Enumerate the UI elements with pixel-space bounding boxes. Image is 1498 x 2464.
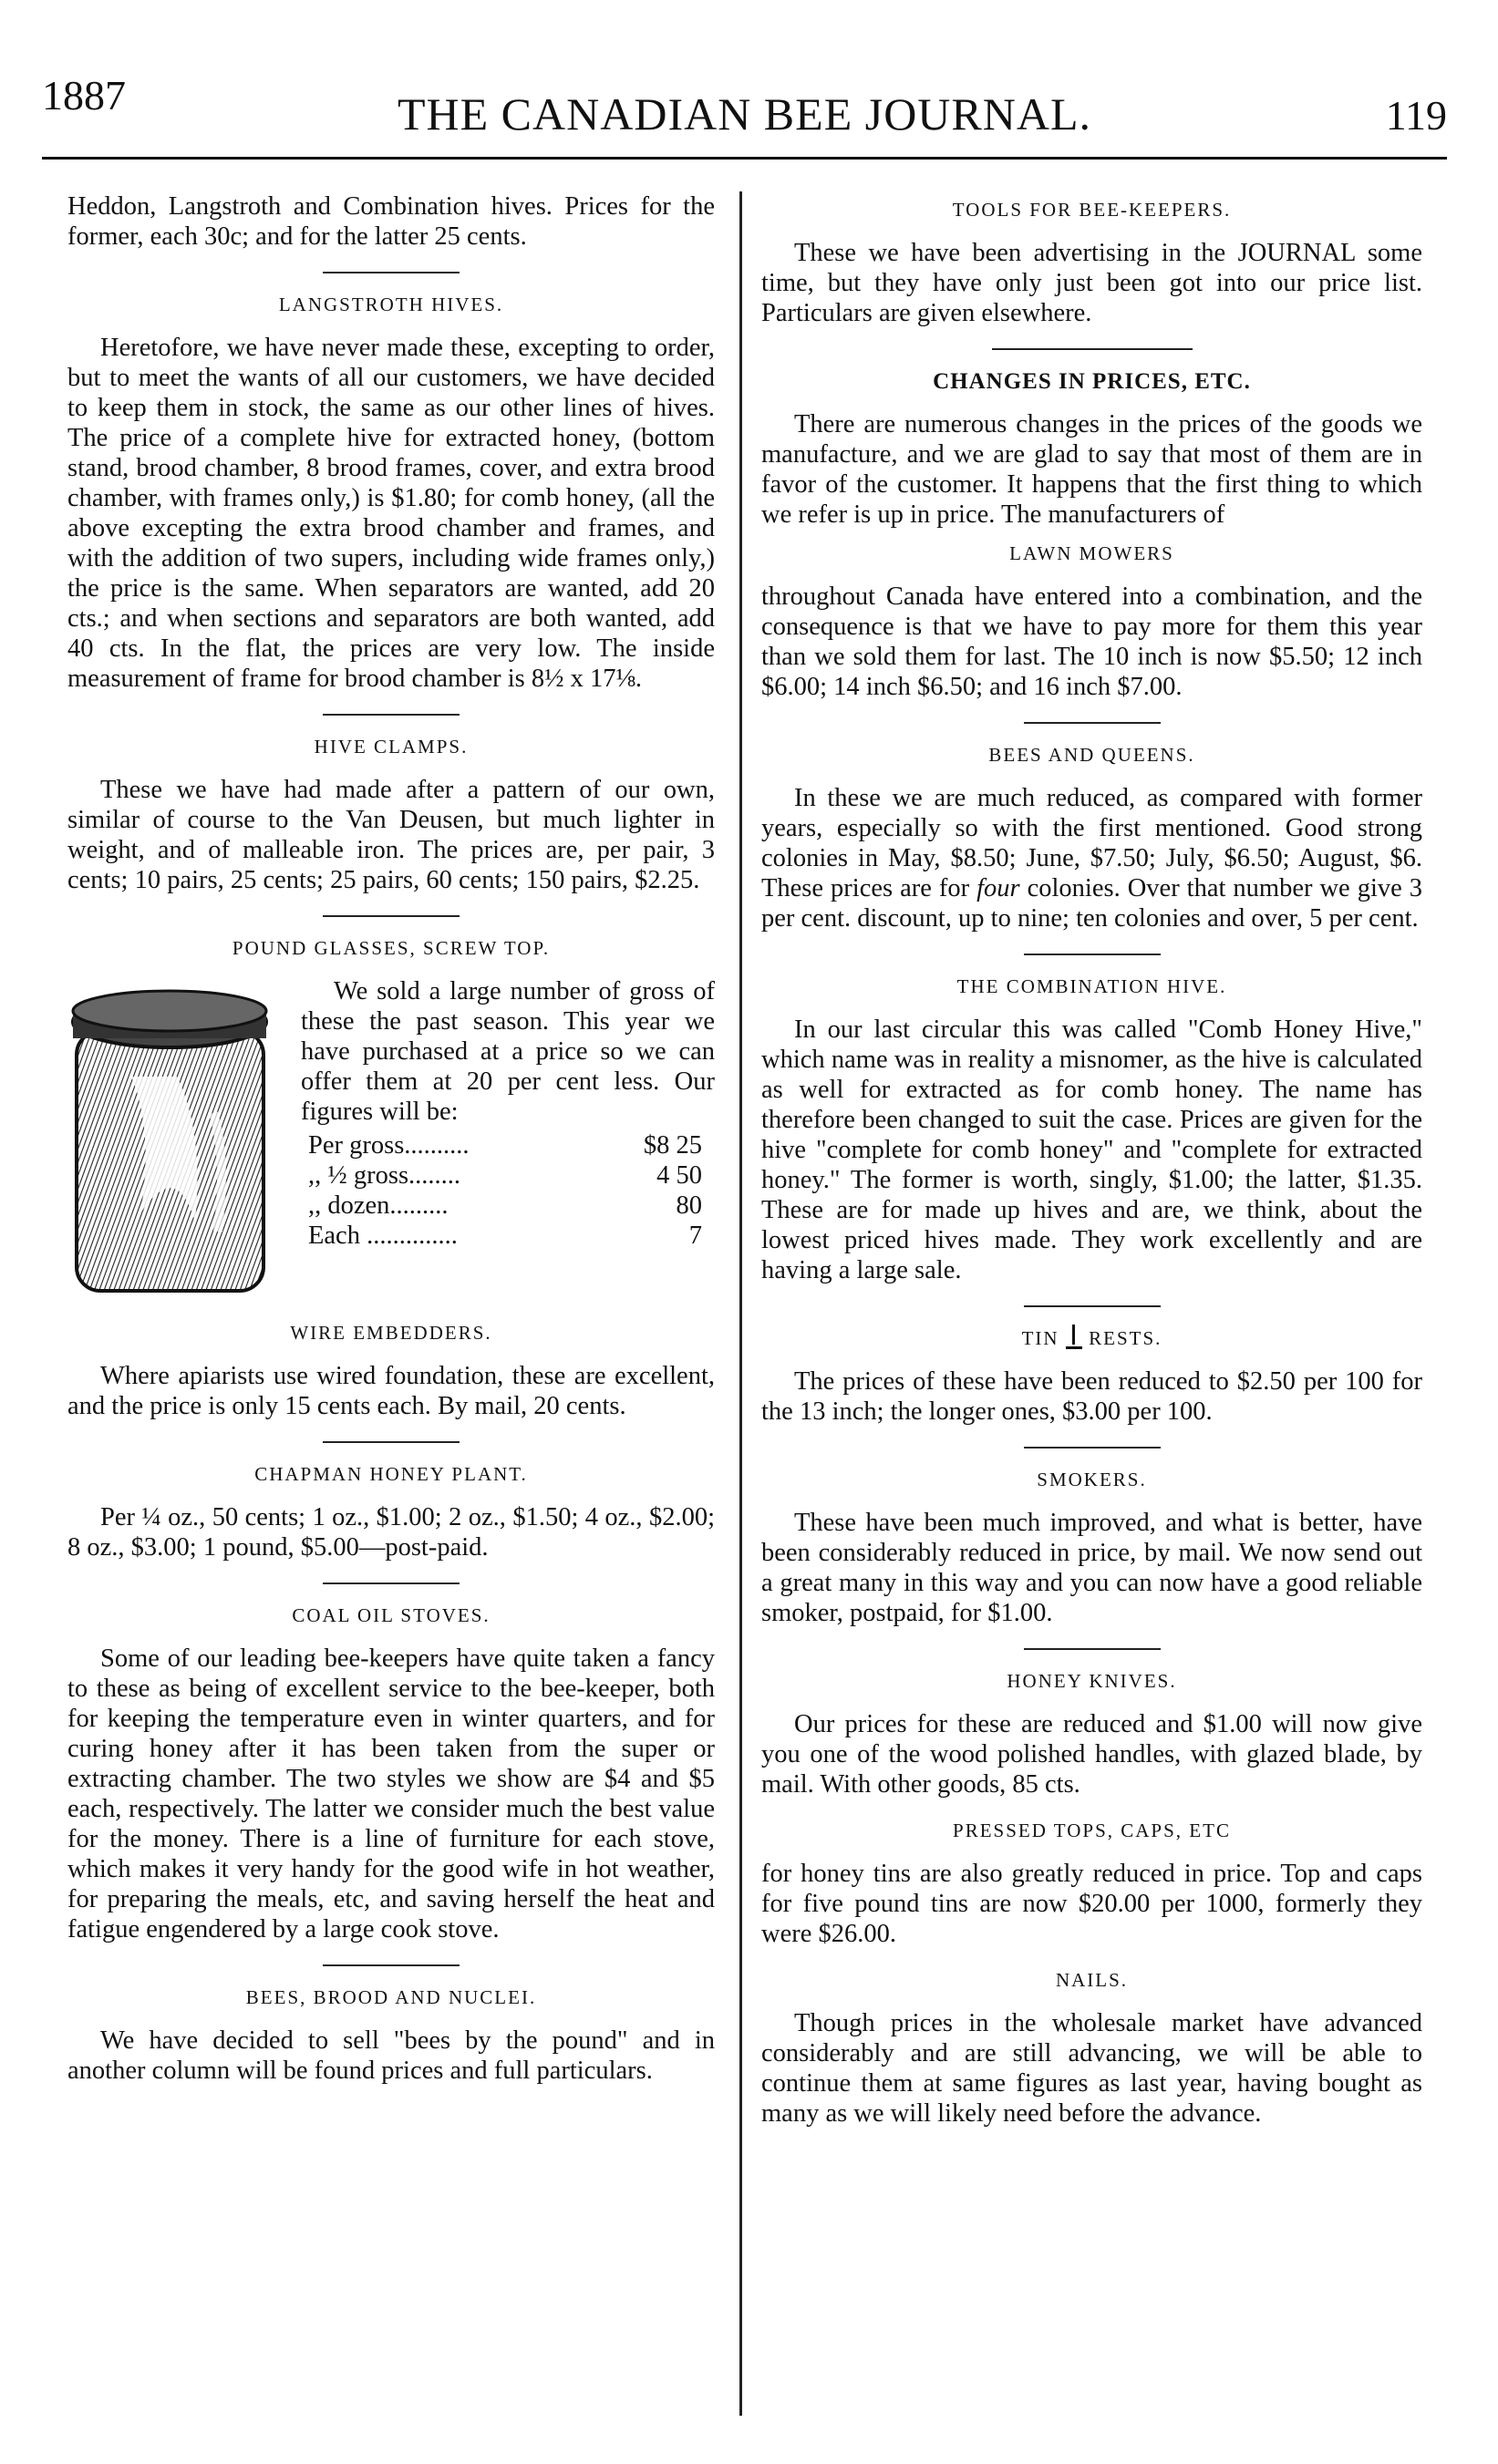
section-heading-mowers: LAWN MOWERS	[1009, 542, 1174, 564]
section-body-embedders: Where apiarists use wired foundation, these are excellent, and the price is only 15 cents each. By mail, 20 cents.	[67, 1362, 715, 1420]
section-body-tools: These we have been advertising in the JOURNAL some time, but they have only just been got into our price list. Particulars are given elsewhere.	[761, 239, 1422, 327]
hives-intro: Heddon, Langstroth and Combination hives. Prices for the former, each 30c; and for the latter 25 cents.	[67, 192, 715, 251]
section-body-chapman: Per ¼ oz., 50 cents; 1 oz., $1.00; 2 oz., $1.50; 4 oz., $2.00; 8 oz., $3.00; 1 pound, $5.00—post-paid.	[67, 1503, 715, 1562]
section-rule	[1024, 1648, 1161, 1650]
section-body-langstroth: Heretofore, we have never made these, excepting to order, but to meet the wants of all our customers, we have decided to keep them in stock, the same as our other lines of hives. The price of a complete hive for extracted honey, (bottom stand, brood chamber, 8 brood frames, cover, and extra brood chamber, with frames only,) is $1.80; for comb honey, (all the above excepting the extra brood chamber and frames, and with the addition of two supers, including wide frames only,) the price is the same. When separators are wanted, add 20 cts.; and when sections and separators are both wanted, add 40 cts. In the flat, the prices are very low. The inside measurement of frame for brood chamber is 8½ x 17⅛.	[67, 334, 715, 693]
inverted-t-symbol-icon	[1066, 1332, 1082, 1349]
price-value: 7	[688, 1222, 702, 1250]
section-heading-tools: TOOLS FOR BEE-KEEPERS.	[952, 199, 1232, 221]
section-body-nails: Though prices in the wholesale market have advanced considerably and are still advancing, we will be able to continue them at same figures as last year, having bought as many as we will likely need before the advance.	[761, 2009, 1422, 2128]
section-heading-embedders: WIRE EMBEDDERS.	[290, 1322, 492, 1344]
left-column	[67, 191, 715, 2086]
queens-text-b: colonies. Over that number we give 3 per cent. discount, up to nine; ten colonies and over, 5 per cent.	[761, 874, 1423, 933]
section-heading-tops: PRESSED TOPS, CAPS, ETC	[953, 1820, 1231, 1841]
section-rule	[992, 348, 1193, 350]
section-heading-nails: NAILS.	[1055, 1969, 1129, 1991]
section-heading-langstroth: LANGSTROTH HIVES.	[278, 294, 504, 315]
section-body-knives: Our prices for these are reduced and $1.00 will now give you one of the wood polished handles, with glazed blade, by mail. With other goods, 85 cts.	[761, 1710, 1422, 1799]
price-label: ,, dozen.........	[308, 1191, 449, 1220]
running-header	[42, 55, 1447, 164]
section-body-tops: for honey tins are also greatly reduced in price. Top and caps for five pound tins are now $20.00 per 1000, formerly they were $26.00.	[761, 1860, 1422, 1948]
section-heading-smokers: SMOKERS.	[1037, 1469, 1147, 1490]
right-column	[761, 191, 1422, 2129]
price-label: Per gross..........	[308, 1131, 470, 1160]
price-list	[308, 1130, 715, 1251]
section-heading-clamps: HIVE CLAMPS.	[314, 736, 469, 758]
section-heading-glasses: POUND GLASSES, SCREW TOP.	[232, 937, 551, 959]
price-row	[308, 1191, 715, 1221]
section-body-combination: In our last circular this was called "Comb Honey Hive," which name was in reality a misnomer, as the hive is calculated as well for extracted as for comb honey. The name has therefore been changed to suit the case. Prices are given for the hive "complete for comb honey" and "complete for extracted honey." The former is worth, singly, $1.00; the latter, $1.35. These are for made up hives and are, we think, about the lowest priced hives made. They work excellently and are having a large sale.	[761, 1015, 1422, 1284]
honey-jar-illustration	[67, 976, 277, 1300]
section-body-glasses: We sold a large number of gross of these the past season. This year we have purchased at a price so we can offer them at 20 per cent less. Our figures will be:	[301, 977, 715, 1126]
glasses-text	[301, 976, 715, 1300]
page-number: 119	[1385, 92, 1447, 139]
section-rule	[1024, 1447, 1161, 1449]
section-heading-knives: HONEY KNIVES.	[1007, 1670, 1177, 1692]
section-heading-combination: THE COMBINATION HIVE.	[956, 975, 1227, 997]
section-heading-changes: CHANGES IN PRICES, ETC.	[933, 369, 1251, 394]
price-row	[308, 1221, 715, 1251]
section-body-bees: We have decided to sell "bees by the pound" and in another column will be found prices and full particulars.	[67, 2026, 715, 2085]
section-rule	[323, 1583, 460, 1584]
section-body-stoves: Some of our leading bee-keepers have quite taken a fancy to these as being of excellent service to the bee-keeper, both for keeping the temperature even in winter quarters, and for curing honey after it has been taken from the super or extracting chamber. The two styles we show are $4 and $5 each, respectively. The latter we consider much the best value for the money. There is a line of furniture for each stove, which makes it very handy for the good wife in hot weather, for preparing the meals, etc, and saving herself the heat and fatigue engendered by a large cook stove.	[67, 1644, 715, 1943]
price-value: 80	[676, 1191, 702, 1220]
rests-heading-pre: TIN	[1021, 1327, 1059, 1349]
section-heading-queens: BEES AND QUEENS.	[988, 744, 1195, 766]
price-row	[308, 1160, 715, 1191]
section-body-smokers: These have been much improved, and what is better, have been considerably reduced in price, by mail. We now send out a great many in this way and you can now have a good reliable smoker, postpaid, for $1.00.	[761, 1509, 1422, 1627]
header-rule	[42, 157, 1447, 160]
price-value: $8 25	[643, 1131, 702, 1160]
column-divider	[739, 191, 742, 2416]
section-heading-rests	[761, 1324, 1422, 1354]
section-rule	[323, 1964, 460, 1966]
section-heading-stoves: COAL OIL STOVES.	[292, 1604, 491, 1626]
section-rule	[1024, 954, 1161, 955]
section-body-mowers: throughout Canada have entered into a combination, and the consequence is that we have to pay more for them this year than we sold them for last. The 10 inch is now $5.50; 12 inch $6.00; 14 inch $6.50; and 16 inch $7.00.	[761, 582, 1422, 701]
price-label: Each ..............	[308, 1222, 458, 1250]
section-rule	[323, 1441, 460, 1443]
header-title: THE CANADIAN BEE JOURNAL.	[397, 88, 1092, 139]
section-body-queens	[761, 783, 1422, 933]
section-rule	[1024, 722, 1161, 724]
queens-text-emphasis: four	[976, 874, 1020, 902]
section-body-clamps: These we have had made after a pattern of our own, similar of course to the Van Deusen, but much lighter in weight, and of malleable iron. The prices are, per pair, 3 cents; 10 pairs, 25 cents; 25 pairs, 60 cents; 150 pairs, $2.25.	[67, 776, 715, 894]
price-row	[308, 1130, 715, 1160]
section-rule	[1024, 1305, 1161, 1307]
price-label: ,, ½ gross........	[308, 1161, 461, 1190]
glasses-block	[67, 976, 715, 1300]
queens-text-a: In these we are much reduced, as compared with former years, especially so with the first mentioned. Good strong colonies in May, $8.50; June, $7.50; July, $6.50; August, $6. These prices are for	[761, 784, 1422, 902]
section-rule	[323, 915, 460, 917]
section-rule	[323, 272, 460, 273]
section-body-changes: There are numerous changes in the prices of the goods we manufacture, and we are glad to say that most of them are in favor of the customer. It happens that the first thing to which we refer is up in price. The manufacturers of	[761, 410, 1422, 529]
section-heading-bees: BEES, BROOD AND NUCLEI.	[245, 1986, 537, 2008]
rests-heading-post: RESTS.	[1089, 1327, 1162, 1349]
price-value: 4 50	[656, 1161, 702, 1190]
section-rule	[323, 714, 460, 716]
section-heading-chapman: CHAPMAN HONEY PLANT.	[254, 1463, 528, 1485]
section-body-rests: The prices of these have been reduced to $2.50 per 100 for the 13 inch; the longer ones, $3.00 per 100.	[761, 1367, 1422, 1426]
header-year: 1887	[42, 72, 126, 119]
